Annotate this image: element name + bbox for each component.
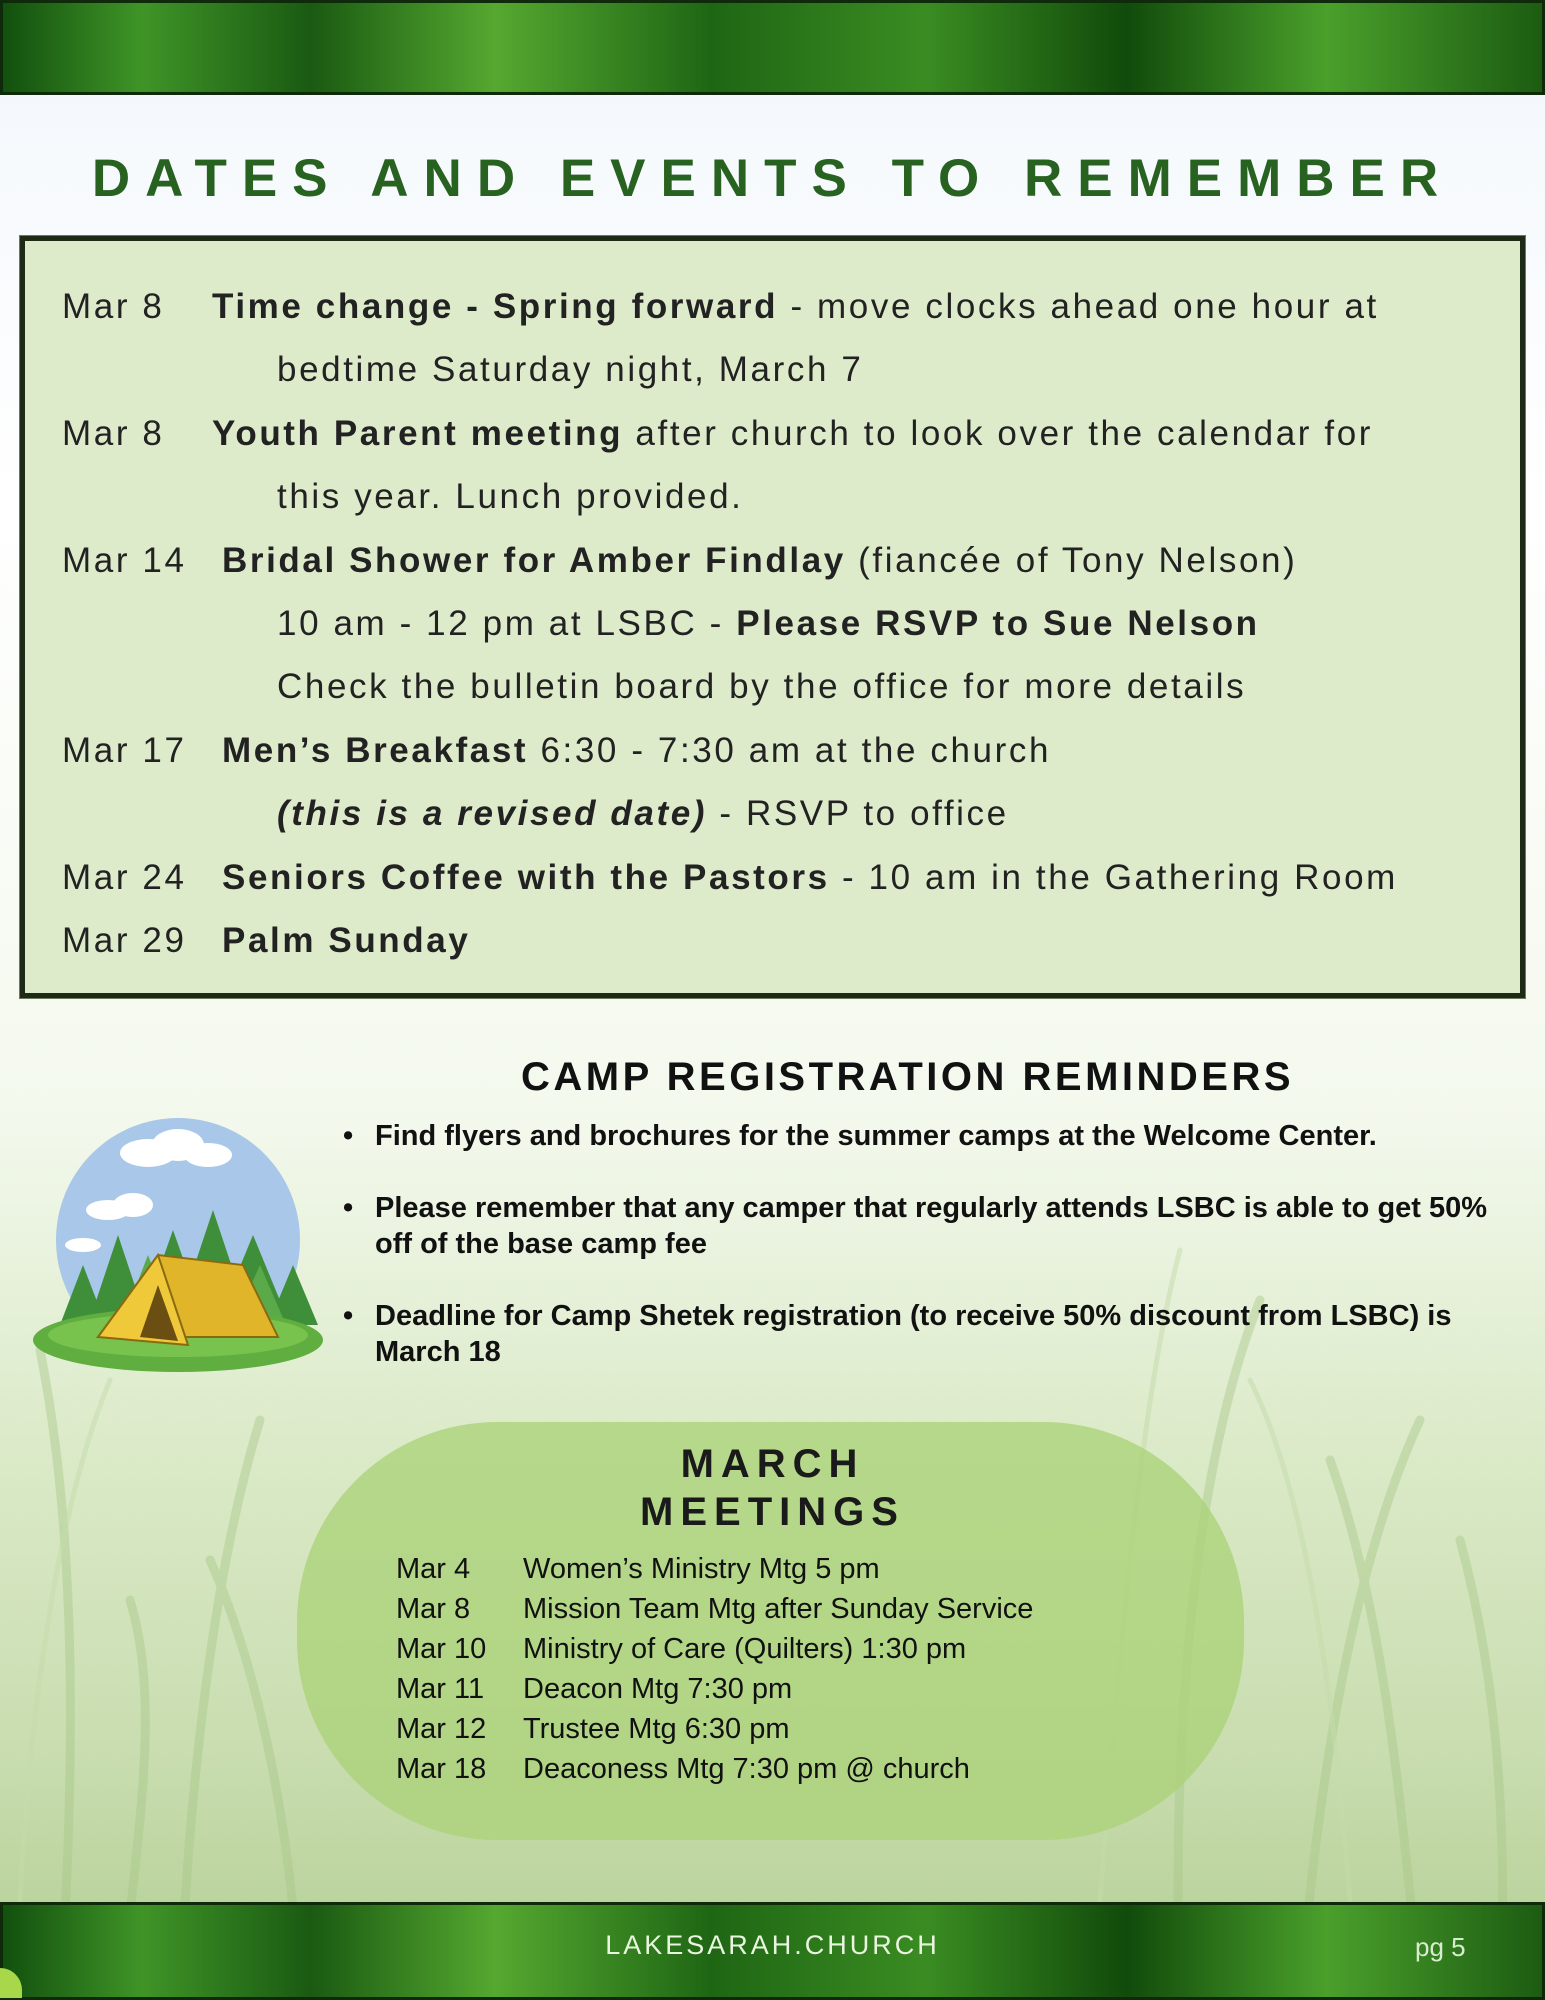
event-detail: (fiancée of Tony Nelson)	[845, 541, 1298, 580]
event-line	[277, 794, 1009, 834]
meeting-date: Mar 4	[396, 1553, 471, 1585]
meeting-row	[396, 1713, 789, 1746]
event-line	[277, 604, 1260, 644]
meetings-title	[0, 1440, 1545, 1536]
meeting-row	[396, 1593, 1033, 1626]
meeting-date: Mar 8	[396, 1593, 471, 1625]
camp-reminder-text: Deadline for Camp Shetek registration (to receive 50% discount from LSBC) is March 18	[375, 1300, 1452, 1368]
page-number: pg 5	[1415, 1932, 1466, 1962]
event-detail: - RSVP to office	[707, 794, 1009, 833]
meeting-text: Mission Team Mtg after Sunday Service	[523, 1593, 1034, 1625]
event-line	[62, 414, 1373, 454]
bullet: •	[343, 1300, 354, 1332]
event-detail: after church to look over the calendar for	[623, 414, 1374, 453]
event-line	[62, 541, 1297, 581]
event-title: Seniors Coffee with the Pastors	[222, 858, 830, 897]
meeting-row	[396, 1553, 880, 1586]
event-note: (this is a revised date)	[277, 794, 708, 833]
event-line	[62, 921, 470, 961]
events-box	[20, 236, 1525, 998]
meetings-title-line1: MARCH	[680, 1442, 865, 1486]
event-title: Youth Parent meeting	[212, 414, 624, 453]
event-line	[62, 287, 1379, 327]
meetings-title-line2: MEETINGS	[640, 1490, 905, 1534]
event-detail: 6:30 - 7:30 am at the church	[528, 731, 1052, 770]
event-rsvp: Please RSVP to Sue Nelson	[736, 604, 1260, 643]
event-detail: bedtime Saturday night, March 7	[277, 350, 864, 389]
meeting-date: Mar 12	[396, 1713, 487, 1745]
event-detail: Check the bulletin board by the office for more details	[277, 667, 1247, 706]
meeting-text: Trustee Mtg 6:30 pm	[523, 1713, 790, 1745]
camp-reminder-item	[345, 1298, 1505, 1370]
event-date: Mar 8	[62, 287, 165, 326]
event-date: Mar 14	[62, 541, 187, 580]
event-detail: 10 am - 12 pm at LSBC -	[277, 604, 737, 643]
event-line	[277, 350, 863, 390]
bullet: •	[343, 1192, 354, 1224]
camp-reminder-item	[345, 1118, 1505, 1154]
meeting-row	[396, 1753, 970, 1786]
event-line	[277, 477, 743, 517]
meeting-date: Mar 18	[396, 1753, 487, 1785]
top-banner	[0, 0, 1545, 95]
camp-reminder-list	[345, 1118, 1505, 1370]
event-title: Time change - Spring forward	[212, 287, 779, 326]
meeting-row	[396, 1673, 792, 1706]
footer-site-link[interactable]: LAKESARAH.CHURCH	[605, 1930, 940, 1960]
event-title: Bridal Shower for Amber Findlay	[222, 541, 846, 580]
event-title: Palm Sunday	[222, 921, 471, 960]
event-date: Mar 17	[62, 731, 187, 770]
meeting-date: Mar 11	[396, 1673, 485, 1705]
event-line	[62, 731, 1051, 771]
camp-title: CAMP REGISTRATION REMINDERS	[520, 1055, 1295, 1099]
meeting-text: Ministry of Care (Quilters) 1:30 pm	[523, 1633, 967, 1665]
meeting-text: Women’s Ministry Mtg 5 pm	[523, 1553, 880, 1585]
event-date: Mar 24	[62, 858, 187, 897]
page-title: DATES AND EVENTS TO REMEMBER	[91, 149, 1454, 208]
event-line	[277, 667, 1246, 707]
event-line	[62, 858, 1398, 898]
event-detail: - 10 am in the Gathering Room	[829, 858, 1398, 897]
meeting-text: Deaconess Mtg 7:30 pm @ church	[523, 1753, 970, 1785]
camp-reminder-item	[345, 1190, 1505, 1262]
event-detail: this year. Lunch provided.	[277, 477, 744, 516]
meeting-date: Mar 10	[396, 1633, 487, 1665]
meeting-row	[396, 1633, 966, 1666]
camp-tent-icon	[28, 1115, 328, 1375]
meeting-text: Deacon Mtg 7:30 pm	[523, 1673, 793, 1705]
camp-reminder-text: Find flyers and brochures for the summer camps at the Welcome Center.	[375, 1120, 1377, 1152]
event-date: Mar 29	[62, 921, 187, 960]
camp-reminder-text: Please remember that any camper that regularly attends LSBC is able to get 50% off of the base camp fee	[375, 1192, 1488, 1260]
bullet: •	[343, 1120, 354, 1152]
event-detail: - move clocks ahead one hour at	[778, 287, 1379, 326]
event-title: Men’s Breakfast	[222, 731, 529, 770]
event-date: Mar 8	[62, 414, 165, 453]
